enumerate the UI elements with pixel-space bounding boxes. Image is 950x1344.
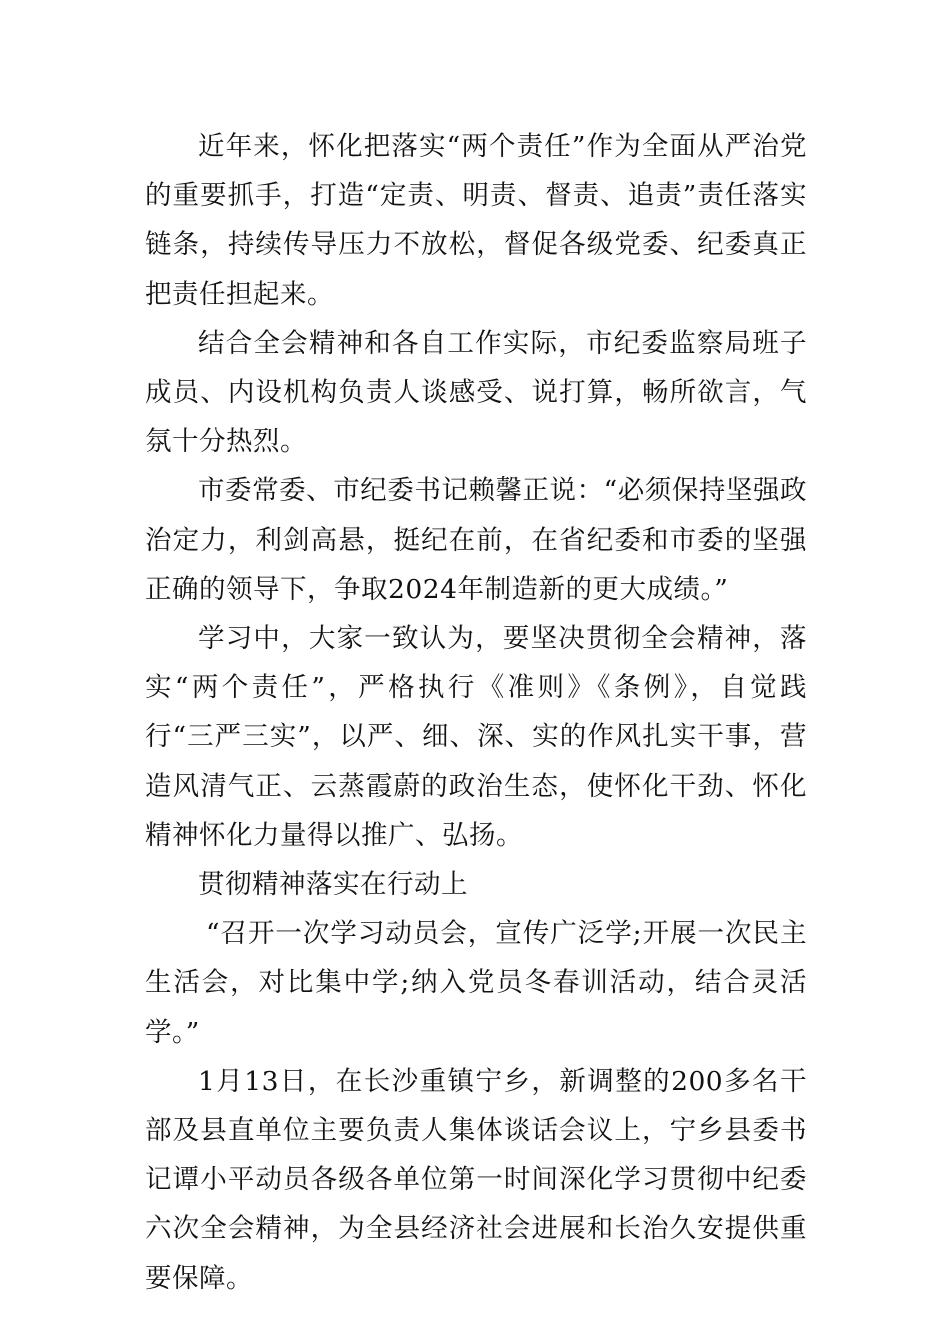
paragraph-discussion: 结合全会精神和各自工作实际，市纪委监察局班子成员、内设机构负责人谈感受、说打算，畅所欲言，气氛十分热烈。 [145,327,807,458]
paragraph-responsibility: 近年来，怀化把落实“两个责任”作为全面从严治党的重要抓手，打造“定责、明责、督责、追责”责任落实链条，持续传导压力不放松，督促各级党委、纪委真正把责任担起来。 [145,131,807,310]
document-body [145,122,807,1303]
paragraph-consensus: 学习中，大家一致认为，要坚决贯彻全会精神，落实“两个责任”，严格执行《准则》《条例》，自觉践行“三严三实”，以严、细、深、实的作风扎实干事，营造风清气正、云蒸霞蔚的政治生态，使怀化干劲、怀化精神怀化力量得以推广、弘扬。 [145,623,807,851]
paragraph-study-quote: “召开一次学习动员会，宣传广泛学;开展一次民主生活会，对比集中学;纳入党员冬春训活动，结合灵活学。” [145,918,807,1048]
section-heading: 贯彻精神落实在行动上 [198,869,468,901]
paragraph-secretary-quote: 市委常委、市纪委书记赖馨正说：“必须保持坚强政治定力，利剑高悬，挺纪在前，在省纪委和市委的坚强正确的领导下，争取2024年制造新的更大成绩。” [145,475,807,605]
paragraph-ningxiang: 1月13日，在长沙重镇宁乡，新调整的200多名干部及县直单位主要负责人集体谈话会议上，宁乡县委书记谭小平动员各级各单位第一时间深化学习贯彻中纪委六次全会精神，为全县经济社会进展和长治久安提供重要保障。 [145,1065,807,1294]
